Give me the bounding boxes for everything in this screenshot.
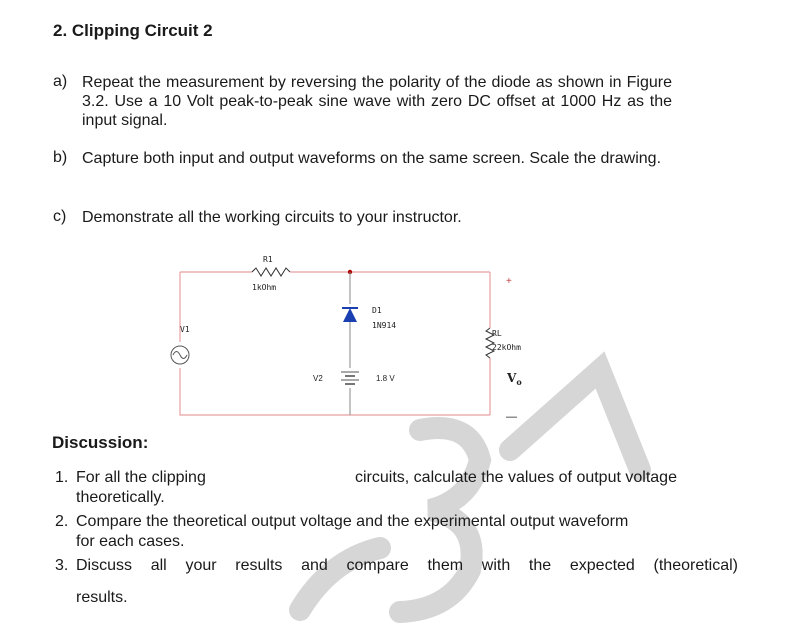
v2-value: 1.8 V	[376, 374, 395, 383]
output-plus: +	[506, 276, 512, 287]
discussion-item-3-num: 3.	[55, 557, 69, 574]
discussion-item-2-num: 2.	[55, 513, 69, 530]
item-a-text: Repeat the measurement by reversing the polarity of the diode as shown in Figure 3.2. Use a 10 Volt peak-to-peak sine wave with zero DC offset at 1000 Hz as the input signal.	[82, 74, 672, 129]
discussion-item-2-line1: Compare the theoretical output voltage and the experimental output waveform	[76, 513, 629, 530]
discussion-item-1-line1b: circuits, calculate the values of output voltage	[355, 469, 677, 486]
discussion-item-2-line2: for each cases.	[76, 533, 185, 550]
r1-value: 1kOhm	[252, 283, 277, 292]
discussion-item-1-line2: theoretically.	[76, 489, 165, 506]
item-b-text: Capture both input and output waveforms on the same screen. Scale the drawing.	[82, 150, 662, 167]
item-c-text: Demonstrate all the working circuits to your instructor.	[82, 209, 462, 226]
item-a-letter: a)	[53, 73, 68, 90]
section-title: 2. Clipping Circuit 2	[53, 21, 213, 40]
discussion-item-1-line1a: For all the clipping	[76, 469, 206, 486]
left-wire-bottom	[180, 368, 490, 415]
d1-part: 1N914	[372, 321, 397, 330]
v2-label: V2	[313, 374, 323, 383]
vo-label: $V_o$	[507, 371, 522, 387]
clipping-circuit-diagram	[150, 250, 550, 430]
v1-label: V1	[180, 325, 190, 334]
discussion-item-3-line1: Discuss all your results and compare them with the expected (theoretical)	[76, 557, 738, 574]
rl-label: RL	[492, 329, 502, 338]
item-c-letter: c)	[53, 208, 67, 225]
rl-value: 22kOhm	[492, 343, 521, 352]
item-b-letter: b)	[53, 149, 68, 166]
discussion-item-1-num: 1.	[55, 469, 69, 486]
d1-diode	[343, 308, 357, 322]
r1-label: R1	[263, 255, 273, 264]
output-minus: —	[506, 411, 517, 423]
d1-label: D1	[372, 306, 382, 315]
discussion-item-3-line2: results.	[76, 589, 128, 606]
r1-resistor	[252, 268, 290, 276]
discussion-title: Discussion:	[52, 433, 149, 452]
